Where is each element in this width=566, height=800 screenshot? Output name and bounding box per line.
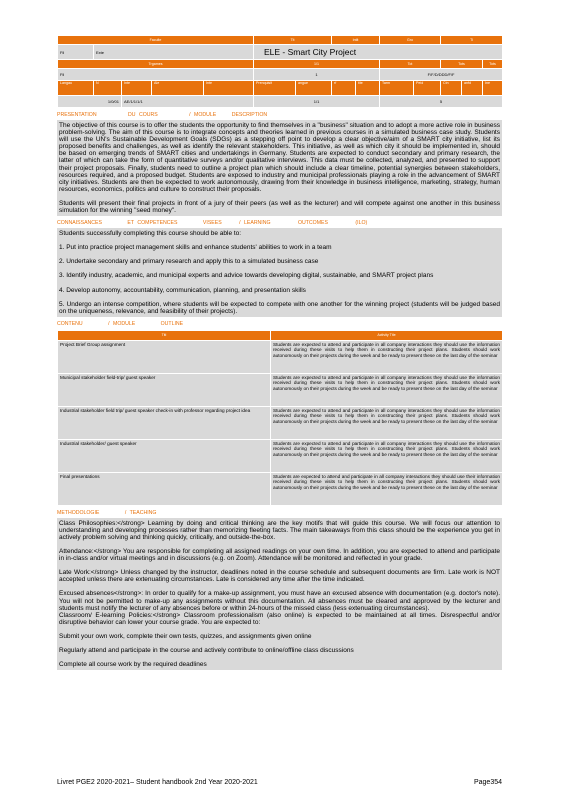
outcome-line: 3. Identify industry, academic, and municipal experts and advice towards developing digital, sustainable, and SMART project plans — [59, 272, 434, 280]
policy-line: Complete all course work by the required deadlines — [59, 661, 207, 669]
outline-title: Industrial stakeholder/ guest speaker — [58, 439, 271, 472]
outline-activity: Students are expected to attend and participate in all company interactions they should use the information received during these visits to help them in constructing their project plans. Students should work autonomously on their projects during the week and be ready to present these on the last day of the seminar — [271, 406, 503, 439]
value-ae: AE/1/1/1/1 — [122, 96, 254, 108]
header-tite: tite — [356, 81, 380, 96]
outline-col-title: Titi — [58, 330, 271, 340]
outline-activity: Students are expected to attend and participate in all company interactions they should use their information received during these visits to help them in constructing their project plans. Students should work autonomously on their projects during the week and be ready to present these on the last day of the seminar — [271, 472, 503, 505]
policy-line: Regularly attend and participate in the course and actively contribute to online/offline class discussions — [59, 647, 354, 654]
value-code: F/F/D/DDD/F/F — [380, 69, 503, 81]
table-row — [58, 439, 503, 472]
outline-table — [57, 330, 503, 506]
table-row — [58, 472, 503, 505]
table-row — [58, 340, 503, 373]
table-row — [58, 373, 503, 406]
teaching-box — [57, 518, 502, 670]
table-row — [58, 406, 503, 439]
header-gro: Gro — [380, 36, 441, 45]
value-one: 1 — [254, 69, 380, 81]
header-intit: Intit — [332, 36, 380, 45]
outcome-line: 4. Develop autonomy, accountability, communication, planning, and presentation skills — [59, 286, 306, 294]
header-peid: Peid — [414, 81, 441, 96]
header-tots-2: Tots — [483, 60, 503, 69]
header-tot: Tot — [380, 60, 441, 69]
course-info-table — [57, 35, 503, 108]
header-faculte: Faculte — [58, 36, 254, 45]
description-paragraph: The objective of this course is to offer the students the opportunity to find themselves in a "business" situation and to adopt a more active role in business problem-solving. The aim of this course is to integrate concepts and theories learned in previous courses in a simulated business case study. Students will use the UN's Sustainable Development Goals (SDGs) as a stepping off point to develop a clear objective/aim of a SMART city initiative, list its proposed benefits and challenges, as well as identify the relevant stakeholders. This initiative, as well as which city it should be implemented in, should be based on emerging trends of SMART cities and undertakings in Germany. Students are expected to conduct secondary and primary research, the latter of which can take the form of quantitative surveys and/or qualitative interviews. This data must be collected, analyzed, and presented to support their project proposals. Finally, students need to outline a project plan which should include a clear timeline, potential synergies between stakeholders, resources required, and a proposed budget. Students are exposed to industry and municipal professionals playing a role in the advancement of SMART city initiatives. Students are then be expected to work autonomously, drawing from their knowledge in business intelligence, marketing, strategy, human resources, economics, politics and culture to construct their proposals. — [59, 122, 500, 193]
outcome-line: 5. Undergo an intense competition, where students will be expected to compete with one another for the winning project (students will be judged based on the uniqueness, relevance, and feasibility of their projects). — [59, 300, 500, 315]
description-box — [57, 120, 502, 216]
header-inte: Inte — [122, 81, 152, 96]
outline-col-activity: Activity Ttle — [271, 330, 503, 340]
course-sheet — [57, 35, 502, 670]
section-heading-outline: CONTENU / MODULE OUTLINE — [57, 320, 184, 327]
teaching-paragraph: Class Philosophies:</strong> Learning by doing and critical thinking are the key motifs that will guide this course. We will focus our attention to understanding and developing processes rather than memorizing fleeting facts. The main takeaways from this class should be the experience you get in actively problem solving and thinking quickly, critically, and outside-the-box. — [59, 519, 500, 541]
value-exte: Exte — [94, 45, 254, 60]
header-inte-2: Inte — [204, 81, 254, 96]
header-langau: Langau — [58, 81, 94, 96]
header-ine: Ine — [483, 81, 503, 96]
header-ale: Ale — [152, 81, 204, 96]
header-rf: rf — [332, 81, 356, 96]
learning-outcomes-box — [57, 228, 502, 317]
outline-title: Final presentations — [58, 472, 271, 505]
page-footer — [57, 779, 502, 786]
outline-activity: Students are expected to attend and participate in all company interactions they should use the information received during these visits to help them in constructing their project plans. Students should work autonomously on their projects during the week and be ready to present these on the last day of the seminar — [271, 373, 503, 406]
outcome-line: 1. Put into practice project management skills and enhance students' abilities to work in a team — [59, 244, 332, 252]
header-tit: Tit — [254, 36, 332, 45]
header-n: N — [94, 81, 122, 96]
header-angue: angue — [296, 81, 332, 96]
section-heading-teaching: METHODOLOGIE / TEACHING — [57, 509, 157, 516]
header-11: 1/1 — [254, 60, 380, 69]
footer-handbook-title: Livret PGE2 2020-2021– Student handbook 2nd Year 2020-2021 — [57, 779, 258, 786]
policy-line: Classroom/ E-learning Policies:</strong> Classroom professionalism (also online) is expected to be maintained at all times. Disrespectful and/or disruptive behavior can lower your course grade. You are expected to: — [59, 611, 500, 626]
description-paragraph: Students will present their final projects in front of a jury of their peers (as well as the lecturer) and will compete against one another in this business simulation for the winning "seed money". — [59, 199, 500, 215]
section-heading-learning-outcomes: CONNAISSANCES ET COMPETENCES VISEES / LEARNING OUTCOMES (ILO) — [57, 220, 368, 227]
value-fil-2: Fil — [58, 69, 254, 81]
outline-activity: Students are expected to attend and participate in all company interactions they should use the information received during these visits to help them in constructing their project plans. Students should work autonomously on their projects during the week and be ready to present these on the last day of the seminar — [271, 439, 503, 472]
value-date: 1/0/01 — [58, 96, 122, 108]
header-trgames: Trgames — [58, 60, 254, 69]
header-tots: Tots — [441, 60, 483, 69]
value-prereq: 1/1 — [254, 96, 380, 108]
outcome-line: Students successfully completing this course should be able to: — [59, 230, 242, 238]
outcome-line: 2. Undertake secondary and primary research and apply this to a simulated business case — [59, 258, 319, 266]
outline-title: Industrial stakeholder field trip/ guest speaker check-in with professor regarding project idea — [58, 406, 271, 439]
header-ti: Ti — [441, 36, 503, 45]
outline-title: Project Brief Group assignment — [58, 340, 271, 373]
header-anfd: anfd — [462, 81, 483, 96]
teaching-paragraph: Attendance:</strong> You are responsible for completing all assigned readings on your own time. In addition, you are expected to attend and participate in in-class and/or virtual meetings and in discussions (e.g. on Zoom). Attendance will be monitored and reflected in your grade. — [59, 548, 500, 563]
teaching-paragraph: Excused absences</strong>: In order to qualify for a make-up assignment, you must have an excused absence with documentation (e.g. doctor's note). You will not be permitted to make-up any assignments without this documentation. All absences must be cleared and approved by the lecturer and students must notify the lecturer of any absences before or within 24-hours of the missed class (less extenuating circumstances). — [59, 590, 500, 612]
header-prenquisit: Prenquisit — [254, 81, 296, 96]
course-title: ELE - Smart City Project — [254, 45, 503, 60]
value-fil: Fil — [58, 45, 94, 60]
header-ctn: Ctn — [441, 81, 462, 96]
value-credits: 5 — [380, 96, 503, 108]
section-heading-presentation: PRESENTATION DU COURS / MODULE DESCRIPTION — [57, 112, 268, 118]
outline-activity: Students are expected to attend and participate in all company interactions they should use the information received during these visits to help them in constructing their project plans. Students should work autonomously on their projects during the week and be ready to present these on the last day of the seminar — [271, 340, 503, 373]
header-tarm: Tarm — [380, 81, 414, 96]
page-number: Page354 — [473, 779, 502, 786]
outline-title: Municipal stakeholder field-trip/ guest speaker — [58, 373, 271, 406]
policy-line: Submit your own work, complete their own tests, quizzes, and assignments given online — [59, 632, 312, 640]
teaching-paragraph: Late Work:</strong> Unless changed by the instructor, deadlines noted in the course schedule and subsequent documents are firm. Late work is NOT accepted unless there are extenuating circumstances. Late is considered any time after the time indicated. — [59, 569, 500, 584]
